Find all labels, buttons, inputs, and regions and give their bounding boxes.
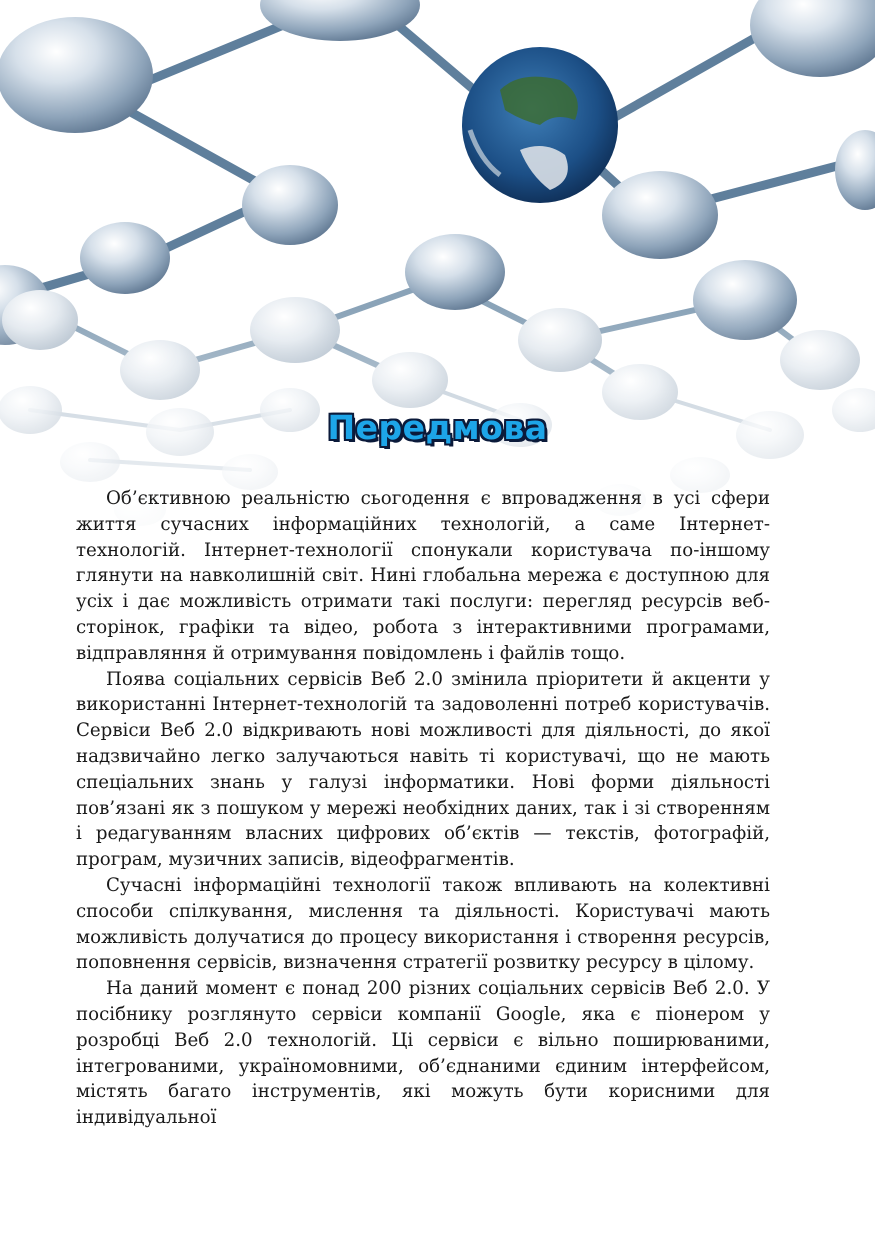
page-title: Передмова	[327, 408, 548, 447]
paragraph: На даний момент є понад 200 різних соціальних сервісів Веб 2.0. У посібнику розглянуто сервіси компанії Google, яка є піонером у розробці Веб 2.0 технологій. Ці сервіси є вільно поширюваними, інтегрованими, україномовними, об’єднаними єдиним інтерфейсом, містять багато інструментів, які можуть бути корисними для індивідуальної	[76, 978, 770, 1129]
paragraph: Поява соціальних сервісів Веб 2.0 змінила пріоритети й акценти у використанні Інтернет-технологій та задоволенні потреб користувачів. Сервіси Веб 2.0 відкривають нові можливості для діяльності, до якої надзвичайно легко залучаються навіть ті користувачі, що не мають спеціальних знань у галузі інформатики. Нові форми діяльності пов’язані як з пошуком у мережі необхідних даних, так і зі створенням і редагуванням власних цифрових об’єктів — текстів, фотографій, програм, музичних записів, відеофрагментів.	[76, 668, 770, 871]
header-illustration	[0, 0, 875, 560]
paragraph: Сучасні інформаційні технології також впливають на колективні способи спілкування, мислення та діяльності. Користувачі мають можливість долучатися до процесу використання і створення ресурсів, поповнення сервісів, визначення стратегії розвитку ресурсу в цілому.	[76, 874, 770, 974]
body-text	[76, 486, 770, 1131]
paragraph: Об’єктивною реальністю сьогодення є впровадження в усі сфери життя сучасних інформаційних технологій, а саме Інтернет-технологій. Інтернет-технології спонукали користувача по-іншому глянути на навколишній світ. Нині глобальна мережа є доступною для усіх і дає можливість отримати такі послуги: перегляд ресурсів веб-сторінок, графіки та відео, робота з інтерактивними програмами, відправляння й отримування повідомлень і файлів тощо.	[76, 488, 770, 664]
